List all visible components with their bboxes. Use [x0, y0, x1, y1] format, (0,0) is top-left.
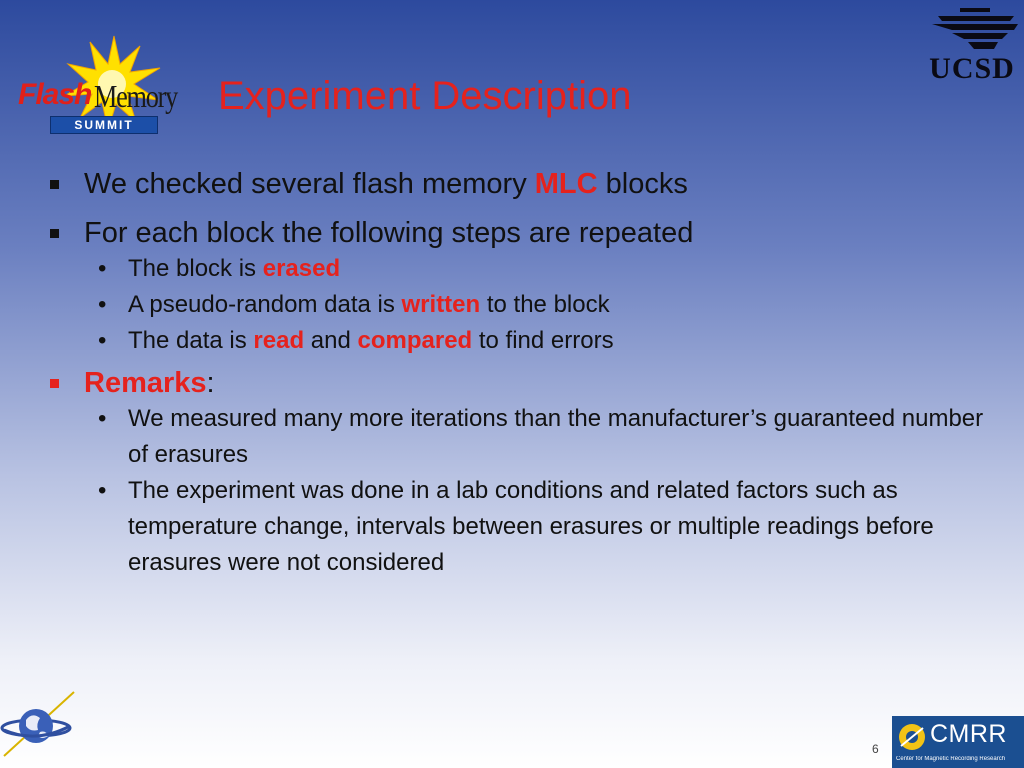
step-erase	[48, 251, 998, 287]
step-text-after: to find errors	[472, 327, 614, 354]
bullet-steps	[48, 215, 998, 251]
remarks-colon: :	[206, 367, 215, 399]
remarks-label: Remarks	[84, 367, 207, 399]
step-text-after: to the block	[480, 291, 610, 318]
logo-flash-text: Flash	[18, 78, 92, 111]
dot-bullet-icon: •	[98, 255, 107, 282]
cmrr-wordmark: CMRR	[930, 720, 1007, 748]
logo-summit-badge: SUMMIT	[50, 116, 158, 134]
ucsd-logo	[922, 6, 1022, 85]
cmrr-subtitle: Center for Magnetic Recording Research	[896, 756, 1006, 762]
slide-title: Experiment Description	[218, 74, 632, 118]
bullet-text: We checked several flash memory	[84, 168, 535, 200]
square-bullet-icon	[50, 379, 59, 388]
square-bullet-icon	[50, 180, 59, 189]
step-text-middle: and	[304, 327, 358, 354]
highlight-compared: compared	[357, 327, 473, 354]
logo-memory-text: Memory	[94, 78, 177, 114]
flash-memory-summit-logo	[14, 34, 194, 134]
step-text: A pseudo-random data is	[128, 291, 402, 318]
dot-bullet-icon: •	[98, 291, 107, 318]
step-read-compare	[48, 323, 998, 359]
dot-bullet-icon: •	[98, 477, 107, 504]
bullet-text-after: blocks	[597, 168, 688, 200]
cmrr-logo	[892, 716, 1024, 768]
highlight-mlc: MLC	[534, 168, 598, 200]
highlight-read: read	[253, 327, 305, 354]
bullet-remarks	[48, 365, 998, 401]
remark-iterations	[48, 401, 998, 473]
cmrr-disc-icon	[897, 722, 927, 752]
square-bullet-icon	[50, 229, 59, 238]
step-text: The data is	[128, 327, 254, 354]
remarks-list	[48, 401, 998, 581]
step-write	[48, 287, 998, 323]
planet-ring-icon	[0, 690, 76, 760]
ucsd-wordmark: UCSD	[929, 52, 1015, 85]
highlight-erased: erased	[262, 255, 341, 282]
steps-list	[48, 251, 998, 359]
slide-number: 6	[872, 742, 879, 756]
remark-text: The experiment was done in a lab conditions and related factors such as temperature change, intervals between erasures or multiple readings before erasures were not considered	[128, 477, 934, 576]
bullet-mlc	[48, 166, 998, 202]
ucsd-trident-icon	[922, 6, 1022, 54]
step-text: The block is	[128, 255, 263, 282]
dot-bullet-icon: •	[98, 327, 107, 354]
bullet-text: For each block the following steps are repeated	[84, 217, 694, 249]
remark-text: We measured many more iterations than the manufacturer’s guaranteed number of erasures	[128, 405, 984, 468]
planet-logo	[0, 690, 76, 760]
highlight-written: written	[401, 291, 481, 318]
dot-bullet-icon: •	[98, 405, 107, 432]
remark-lab-conditions	[48, 473, 998, 581]
slide-body	[48, 166, 998, 587]
